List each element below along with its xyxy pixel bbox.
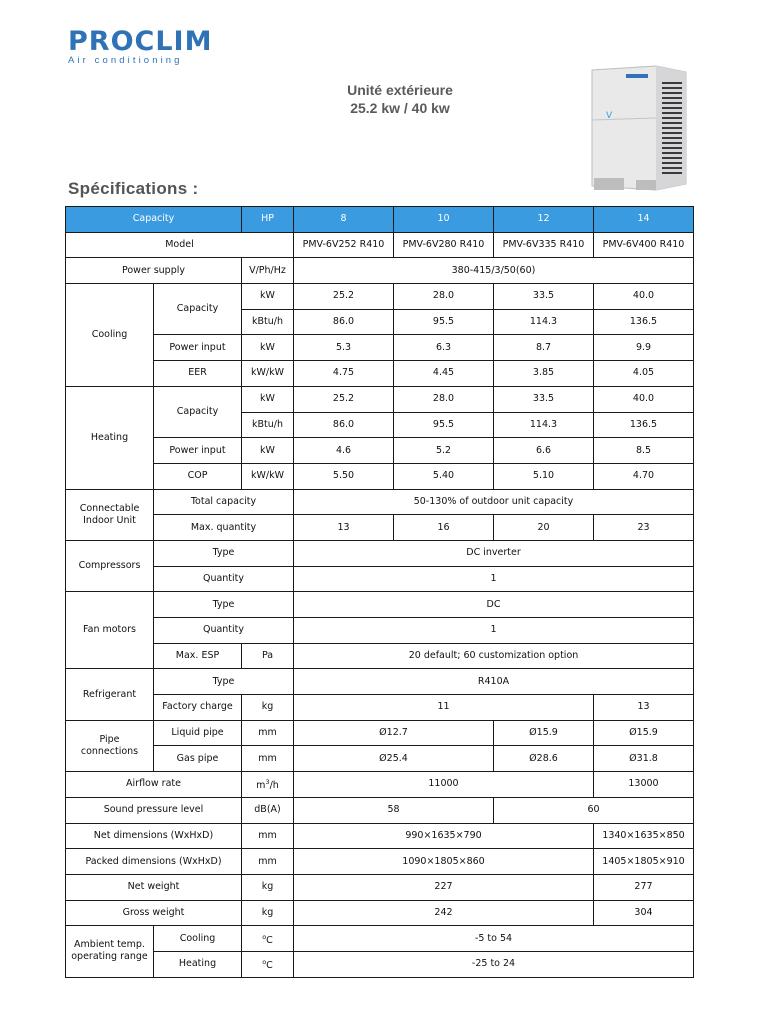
- table-row: [66, 386, 694, 412]
- unit-cell: kBtu/h: [242, 412, 294, 438]
- cell: 95.5: [394, 309, 494, 335]
- cell: 304: [594, 900, 694, 926]
- group-label: [66, 926, 154, 977]
- cell: 227: [294, 874, 594, 900]
- cell: 6.6: [494, 438, 594, 464]
- group-label: Refrigerant: [66, 669, 154, 720]
- cell: 1: [294, 618, 694, 644]
- header-capacity: Capacity: [66, 207, 242, 233]
- cell: 380-415/3/50(60): [294, 258, 694, 284]
- cell: 4.6: [294, 438, 394, 464]
- cell: 58: [294, 797, 494, 823]
- cell: 16: [394, 515, 494, 541]
- cell: 23: [594, 515, 694, 541]
- cell: 28.0: [394, 284, 494, 310]
- row-label: Total capacity: [154, 489, 294, 515]
- group-label: Compressors: [66, 540, 154, 591]
- table-row: [66, 284, 694, 310]
- cell: 9.9: [594, 335, 694, 361]
- row-label: Max. ESP: [154, 643, 242, 669]
- doc-title: Unité extérieure: [347, 82, 453, 98]
- cell: -25 to 24: [294, 951, 694, 977]
- row-label: Model: [66, 232, 294, 258]
- cell: 11: [294, 695, 594, 721]
- table-row: [66, 258, 694, 284]
- cell: 242: [294, 900, 594, 926]
- cell: 3.85: [494, 361, 594, 387]
- row-label: Type: [154, 592, 294, 618]
- unit-cell: kW: [242, 284, 294, 310]
- cell: 86.0: [294, 309, 394, 335]
- cell: 8.5: [594, 438, 694, 464]
- row-label: Heating: [154, 951, 242, 977]
- unit-celsius: C: [266, 960, 273, 972]
- table-row: [66, 643, 694, 669]
- header-model: 12: [494, 207, 594, 233]
- unit-degree: o: [262, 958, 267, 967]
- table-row: [66, 566, 694, 592]
- unit-cell: mm: [242, 823, 294, 849]
- brand-logo: [68, 28, 212, 66]
- brand-name: PROCLIM: [68, 26, 213, 57]
- cell: 11000: [294, 772, 594, 798]
- cell: 136.5: [594, 309, 694, 335]
- unit-superscript: 3: [265, 778, 270, 787]
- cell: 33.5: [494, 284, 594, 310]
- cell: 5.2: [394, 438, 494, 464]
- cell: 6.3: [394, 335, 494, 361]
- unit-cell: kW: [242, 386, 294, 412]
- cell: 25.2: [294, 284, 394, 310]
- unit-cell: kW: [242, 438, 294, 464]
- table-row: [66, 669, 694, 695]
- table-row: [66, 695, 694, 721]
- cell: Ø15.9: [594, 720, 694, 746]
- group-label: [66, 720, 154, 771]
- row-label: Airflow rate: [66, 772, 242, 798]
- table-row: [66, 335, 694, 361]
- table-row: [66, 951, 694, 977]
- group-label: [66, 489, 154, 540]
- cell: 25.2: [294, 386, 394, 412]
- cell: 5.50: [294, 463, 394, 489]
- cell: 4.75: [294, 361, 394, 387]
- table-row: [66, 489, 694, 515]
- cell: DC inverter: [294, 540, 694, 566]
- cell: 20: [494, 515, 594, 541]
- cell: 86.0: [294, 412, 394, 438]
- specifications-table: [65, 206, 694, 978]
- cell: 4.45: [394, 361, 494, 387]
- unit-cell: mm: [242, 849, 294, 875]
- group-label-line: connections: [80, 745, 139, 757]
- unit-cell: [242, 926, 294, 952]
- row-label: Quantity: [154, 566, 294, 592]
- table-row: [66, 618, 694, 644]
- cell: PMV-6V335 R410: [494, 232, 594, 258]
- header-row: [66, 207, 694, 233]
- cell: 13000: [594, 772, 694, 798]
- row-label: Factory charge: [154, 695, 242, 721]
- row-label: Net weight: [66, 874, 242, 900]
- cell: 114.3: [494, 309, 594, 335]
- cell: 40.0: [594, 386, 694, 412]
- table-row: [66, 772, 694, 798]
- cell: 5.3: [294, 335, 394, 361]
- unit-cell: kg: [242, 874, 294, 900]
- unit-cell: kg: [242, 900, 294, 926]
- row-label: Capacity: [154, 386, 242, 437]
- header-model: 10: [394, 207, 494, 233]
- header-model: 14: [594, 207, 694, 233]
- cell: R410A: [294, 669, 694, 695]
- table-row: [66, 746, 694, 772]
- table-row: [66, 849, 694, 875]
- table-row: [66, 874, 694, 900]
- row-label: Type: [154, 540, 294, 566]
- cell: 1090×1805×860: [294, 849, 594, 875]
- cell: 1340×1635×850: [594, 823, 694, 849]
- cell: 5.40: [394, 463, 494, 489]
- table-row: [66, 823, 694, 849]
- cell: 8.7: [494, 335, 594, 361]
- row-label: Type: [154, 669, 294, 695]
- unit-cell: V/Ph/Hz: [242, 258, 294, 284]
- cell: 95.5: [394, 412, 494, 438]
- unit-base: m: [256, 780, 266, 792]
- row-label: Packed dimensions (WxHxD): [66, 849, 242, 875]
- group-label-line: operating range: [71, 951, 148, 963]
- cell: Ø15.9: [494, 720, 594, 746]
- group-label: Cooling: [66, 284, 154, 387]
- table-row: [66, 361, 694, 387]
- cell: 13: [594, 695, 694, 721]
- cell: 4.05: [594, 361, 694, 387]
- cell: 4.70: [594, 463, 694, 489]
- unit-cell: kW/kW: [242, 463, 294, 489]
- cell: 33.5: [494, 386, 594, 412]
- unit-cell: kW: [242, 335, 294, 361]
- unit-cell: Pa: [242, 643, 294, 669]
- brand-tagline: Air conditioning: [68, 55, 183, 66]
- unit-cell: mm: [242, 720, 294, 746]
- cell: 277: [594, 874, 694, 900]
- cell: PMV-6V280 R410: [394, 232, 494, 258]
- cell: Ø28.6: [494, 746, 594, 772]
- header-model: 8: [294, 207, 394, 233]
- group-label: Fan motors: [66, 592, 154, 669]
- cell: 28.0: [394, 386, 494, 412]
- row-label: Capacity: [154, 284, 242, 335]
- unit-cell: mm: [242, 746, 294, 772]
- cell: -5 to 54: [294, 926, 694, 952]
- group-label: Heating: [66, 386, 154, 489]
- cell: 114.3: [494, 412, 594, 438]
- table-row: [66, 515, 694, 541]
- row-label: Power input: [154, 438, 242, 464]
- cell: PMV-6V252 R410: [294, 232, 394, 258]
- unit-celsius: C: [266, 934, 273, 946]
- section-title: Spécifications :: [68, 179, 199, 198]
- table-row: [66, 463, 694, 489]
- row-label: Net dimensions (WxHxD): [66, 823, 242, 849]
- row-label: Cooling: [154, 926, 242, 952]
- row-label: Quantity: [154, 618, 294, 644]
- table-row: [66, 438, 694, 464]
- unit-cell: kBtu/h: [242, 309, 294, 335]
- unit-tail: /h: [269, 780, 279, 792]
- table-row: [66, 797, 694, 823]
- cell: 1: [294, 566, 694, 592]
- row-label: COP: [154, 463, 242, 489]
- table-row: [66, 926, 694, 952]
- cell: 60: [494, 797, 694, 823]
- outdoor-unit-image: [586, 62, 692, 194]
- table-row: [66, 900, 694, 926]
- cell: 50-130% of outdoor unit capacity: [294, 489, 694, 515]
- unit-cell: dB(A): [242, 797, 294, 823]
- row-label: Gas pipe: [154, 746, 242, 772]
- unit-cell: [242, 951, 294, 977]
- group-label-line: Ambient temp.: [74, 939, 145, 951]
- cell: 20 default; 60 customization option: [294, 643, 694, 669]
- cell: 40.0: [594, 284, 694, 310]
- unit-degree: o: [262, 932, 267, 941]
- cell: 13: [294, 515, 394, 541]
- header-hp: HP: [242, 207, 294, 233]
- cell: 990×1635×790: [294, 823, 594, 849]
- group-label-line: Indoor Unit: [83, 514, 136, 526]
- unit-cell: [242, 772, 294, 798]
- group-label-line: Pipe: [99, 733, 120, 745]
- row-label: Max. quantity: [154, 515, 294, 541]
- doc-subtitle: 25.2 kw / 40 kw: [350, 100, 450, 116]
- unit-cell: kW/kW: [242, 361, 294, 387]
- row-label: Power supply: [66, 258, 242, 284]
- table-row: [66, 540, 694, 566]
- cell: 136.5: [594, 412, 694, 438]
- unit-cell: kg: [242, 695, 294, 721]
- cell: Ø31.8: [594, 746, 694, 772]
- row-label: Power input: [154, 335, 242, 361]
- cell: 1405×1805×910: [594, 849, 694, 875]
- table-row: [66, 720, 694, 746]
- table-row: [66, 592, 694, 618]
- cell: DC: [294, 592, 694, 618]
- row-label: EER: [154, 361, 242, 387]
- row-label: Gross weight: [66, 900, 242, 926]
- cell: Ø25.4: [294, 746, 494, 772]
- row-label: Sound pressure level: [66, 797, 242, 823]
- group-label-line: Connectable: [79, 502, 140, 514]
- cell: PMV-6V400 R410: [594, 232, 694, 258]
- cell: Ø12.7: [294, 720, 494, 746]
- row-label: Liquid pipe: [154, 720, 242, 746]
- cell: 5.10: [494, 463, 594, 489]
- svg-text:V: V: [606, 111, 613, 121]
- table-row: [66, 232, 694, 258]
